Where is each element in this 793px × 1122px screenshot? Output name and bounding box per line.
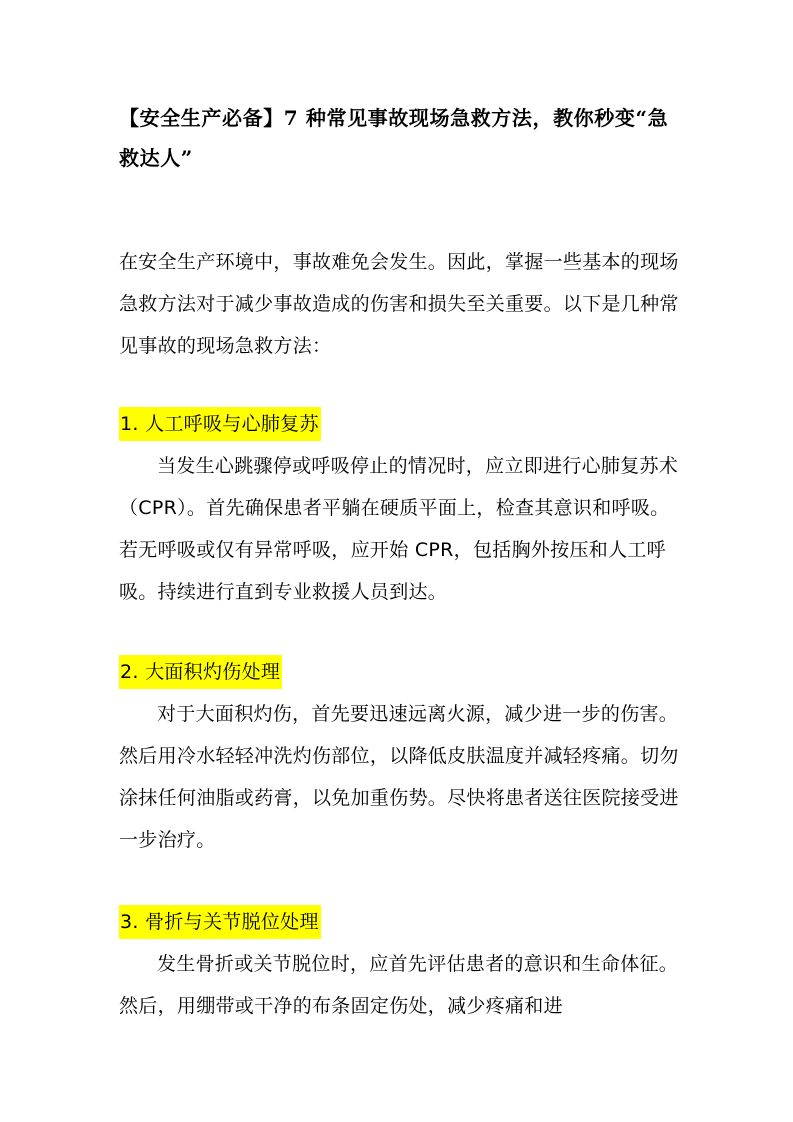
section-heading-burns: 2. 大面积灼伤处理 [119, 655, 282, 689]
section-body-burns: 对于大面积灼伤，首先要迅速远离火源，减少进一步的伤害。然后用冷水轻轻冲洗灼伤部位，以降低皮肤温度并减轻疼痛。切勿涂抹任何油脂或药膏，以免加重伤势。尽快将患者送往医院接受进一步治疗。 [119, 703, 679, 851]
document-title: 【安全生产必备】7 种常见事故现场急救方法，教你秒变“急救达人” [119, 106, 669, 170]
section-heading-cpr: 1. 人工呼吸与心肺复苏 [119, 407, 321, 441]
section-body-cpr: 当发生心跳骤停或呼吸停止的情况时，应立即进行心肺复苏术（CPR）。首先确保患者平躺在硬质平面上，检查其意识和呼吸。若无呼吸或仅有异常呼吸，应开始 CPR，包括胸外按压和人工呼吸。持续进行直到专业救援人员到达。 [119, 455, 679, 603]
section-heading-fracture: 3. 骨折与关节脱位处理 [119, 905, 321, 939]
intro-paragraph: 在安全生产环境中，事故难免会发生。因此，掌握一些基本的现场急救方法对于减少事故造成的伤害和损失至关重要。以下是几种常见事故的现场急救方法： [119, 251, 679, 357]
section-body-fracture: 发生骨折或关节脱位时，应首先评估患者的意识和生命体征。然后，用绷带或干净的布条固定伤处，减少疼痛和进 [119, 953, 679, 1017]
